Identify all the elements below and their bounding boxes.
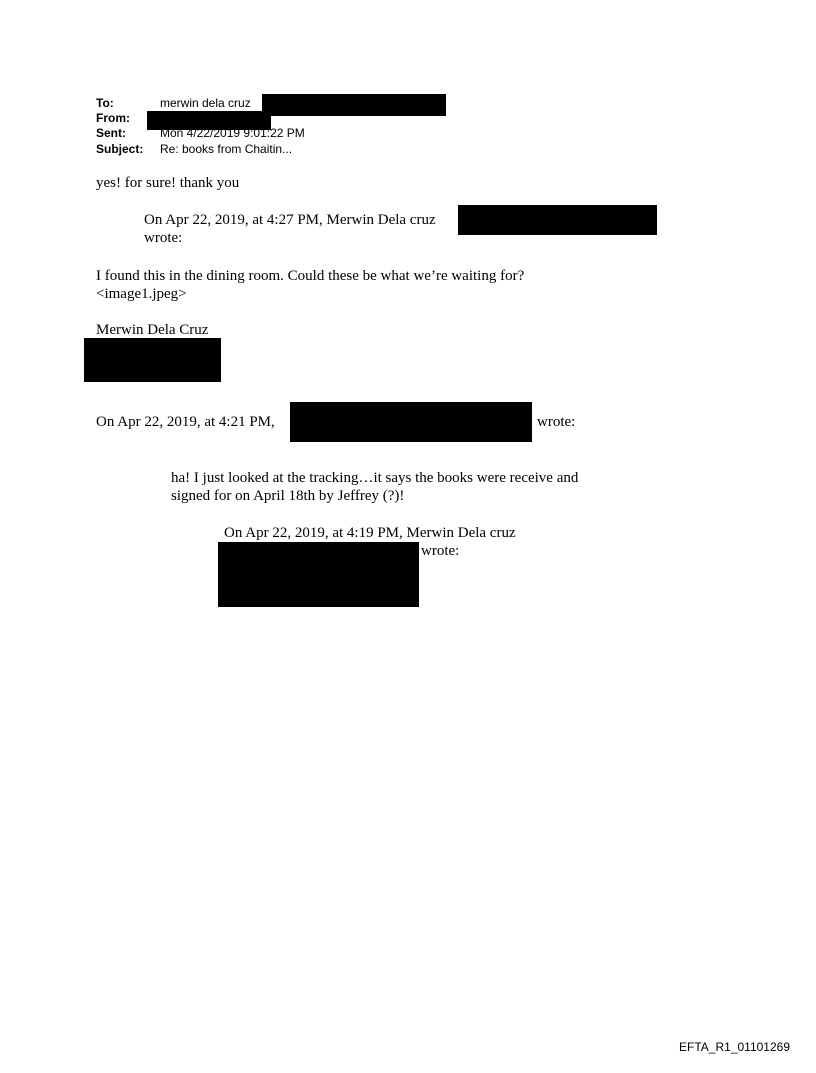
- to-value: merwin dela cruz: [160, 96, 251, 110]
- quote3-intro: On Apr 22, 2019, at 4:19 PM, Merwin Dela cruz: [224, 525, 516, 541]
- sent-label: Sent:: [96, 126, 126, 140]
- redaction-quote1-email: [458, 205, 657, 235]
- signature-name: Merwin Dela Cruz: [96, 322, 209, 338]
- redaction-to: [262, 94, 446, 116]
- sent-value: Mon 4/22/2019 9:01:22 PM: [160, 126, 305, 140]
- image-attachment-placeholder: <image1.jpeg>: [96, 286, 187, 302]
- quote1-wrote: wrote:: [144, 230, 183, 246]
- from-label: From:: [96, 111, 130, 125]
- subject-value: Re: books from Chaitin...: [160, 142, 293, 156]
- message2-line1: I found this in the dining room. Could these be what we’re waiting for?: [96, 268, 525, 284]
- to-label: To:: [96, 96, 114, 110]
- reply-text: yes! for sure! thank you: [96, 175, 240, 191]
- quote2-intro: On Apr 22, 2019, at 4:21 PM,: [96, 414, 275, 430]
- quote3-wrote: wrote:: [421, 543, 460, 559]
- quote1-intro: On Apr 22, 2019, at 4:27 PM, Merwin Dela cruz: [144, 212, 436, 228]
- redaction-quote3-email: [218, 542, 419, 607]
- message3-line1: ha! I just looked at the tracking…it says the books were receive and: [171, 470, 579, 486]
- redaction-signature: [84, 338, 221, 382]
- quote2-wrote: wrote:: [537, 414, 576, 430]
- subject-label: Subject:: [96, 142, 144, 156]
- message3-line2: signed for on April 18th by Jeffrey (?)!: [171, 488, 405, 504]
- redaction-quote2-sender: [290, 402, 532, 442]
- document-id: EFTA_R1_01101269: [679, 1040, 790, 1054]
